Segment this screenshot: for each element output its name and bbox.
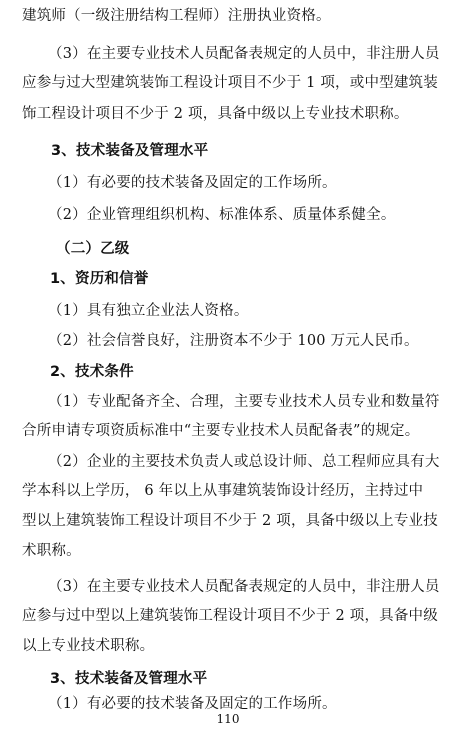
body-text-line: 应参与过中型以上建筑装饰工程设计项目不少于 2 项，具备中级 [22,608,438,624]
body-text-line: 饰工程设计项目不少于 2 项，具备中级以上专业技术职称。 [22,106,409,122]
body-text-line: 型以上建筑装饰工程设计项目不少于 2 项，具备中级以上专业技 [22,513,438,529]
body-text-line: （2）社会信誉良好，注册资本不少于 100 万元人民币。 [48,333,419,349]
body-text-line: （3）在主要专业技术人员配备表规定的人员中，非注册人员 [48,579,440,595]
body-text-line: 应参与过大型建筑装饰工程设计项目不少于 1 项，或中型建筑装 [22,75,438,91]
page-number: 110 [216,712,240,726]
body-text-line: 学本科以上学历， 6 年以上从事建筑装饰设计经历，主持过中 [22,483,424,499]
body-text-line: （1）有必要的技术装备及固定的工作场所。 [48,696,337,712]
section-heading: 1、资历和信誉 [50,271,149,287]
body-text-line: （1）具有独立企业法人资格。 [48,303,249,319]
grade-heading: （二）乙级 [56,241,130,257]
body-text-line: （1）专业配备齐全、合理，主要专业技术人员专业和数量符 [48,394,440,410]
body-text-line: 合所申请专项资质标准中“主要专业技术人员配备表”的规定。 [22,423,420,439]
body-text-line: 以上专业技术职称。 [22,638,155,654]
section-heading: 2、技术条件 [50,364,134,380]
body-text-line: （2）企业的主要技术负责人或总设计师、总工程师应具有大 [48,454,440,470]
body-text-line: 术职称。 [22,543,81,559]
body-text-line: （3）在主要专业技术人员配备表规定的人员中，非注册人员 [48,46,440,62]
body-text-line: 建筑师（一级注册结构工程师）注册执业资格。 [22,8,331,24]
body-text-line: （1）有必要的技术装备及固定的工作场所。 [48,175,337,191]
body-text-line: （2）企业管理组织机构、标准体系、质量体系健全。 [48,207,396,223]
section-heading: 3、技术装备及管理水平 [50,671,208,687]
section-heading: 3、技术装备及管理水平 [51,143,209,159]
